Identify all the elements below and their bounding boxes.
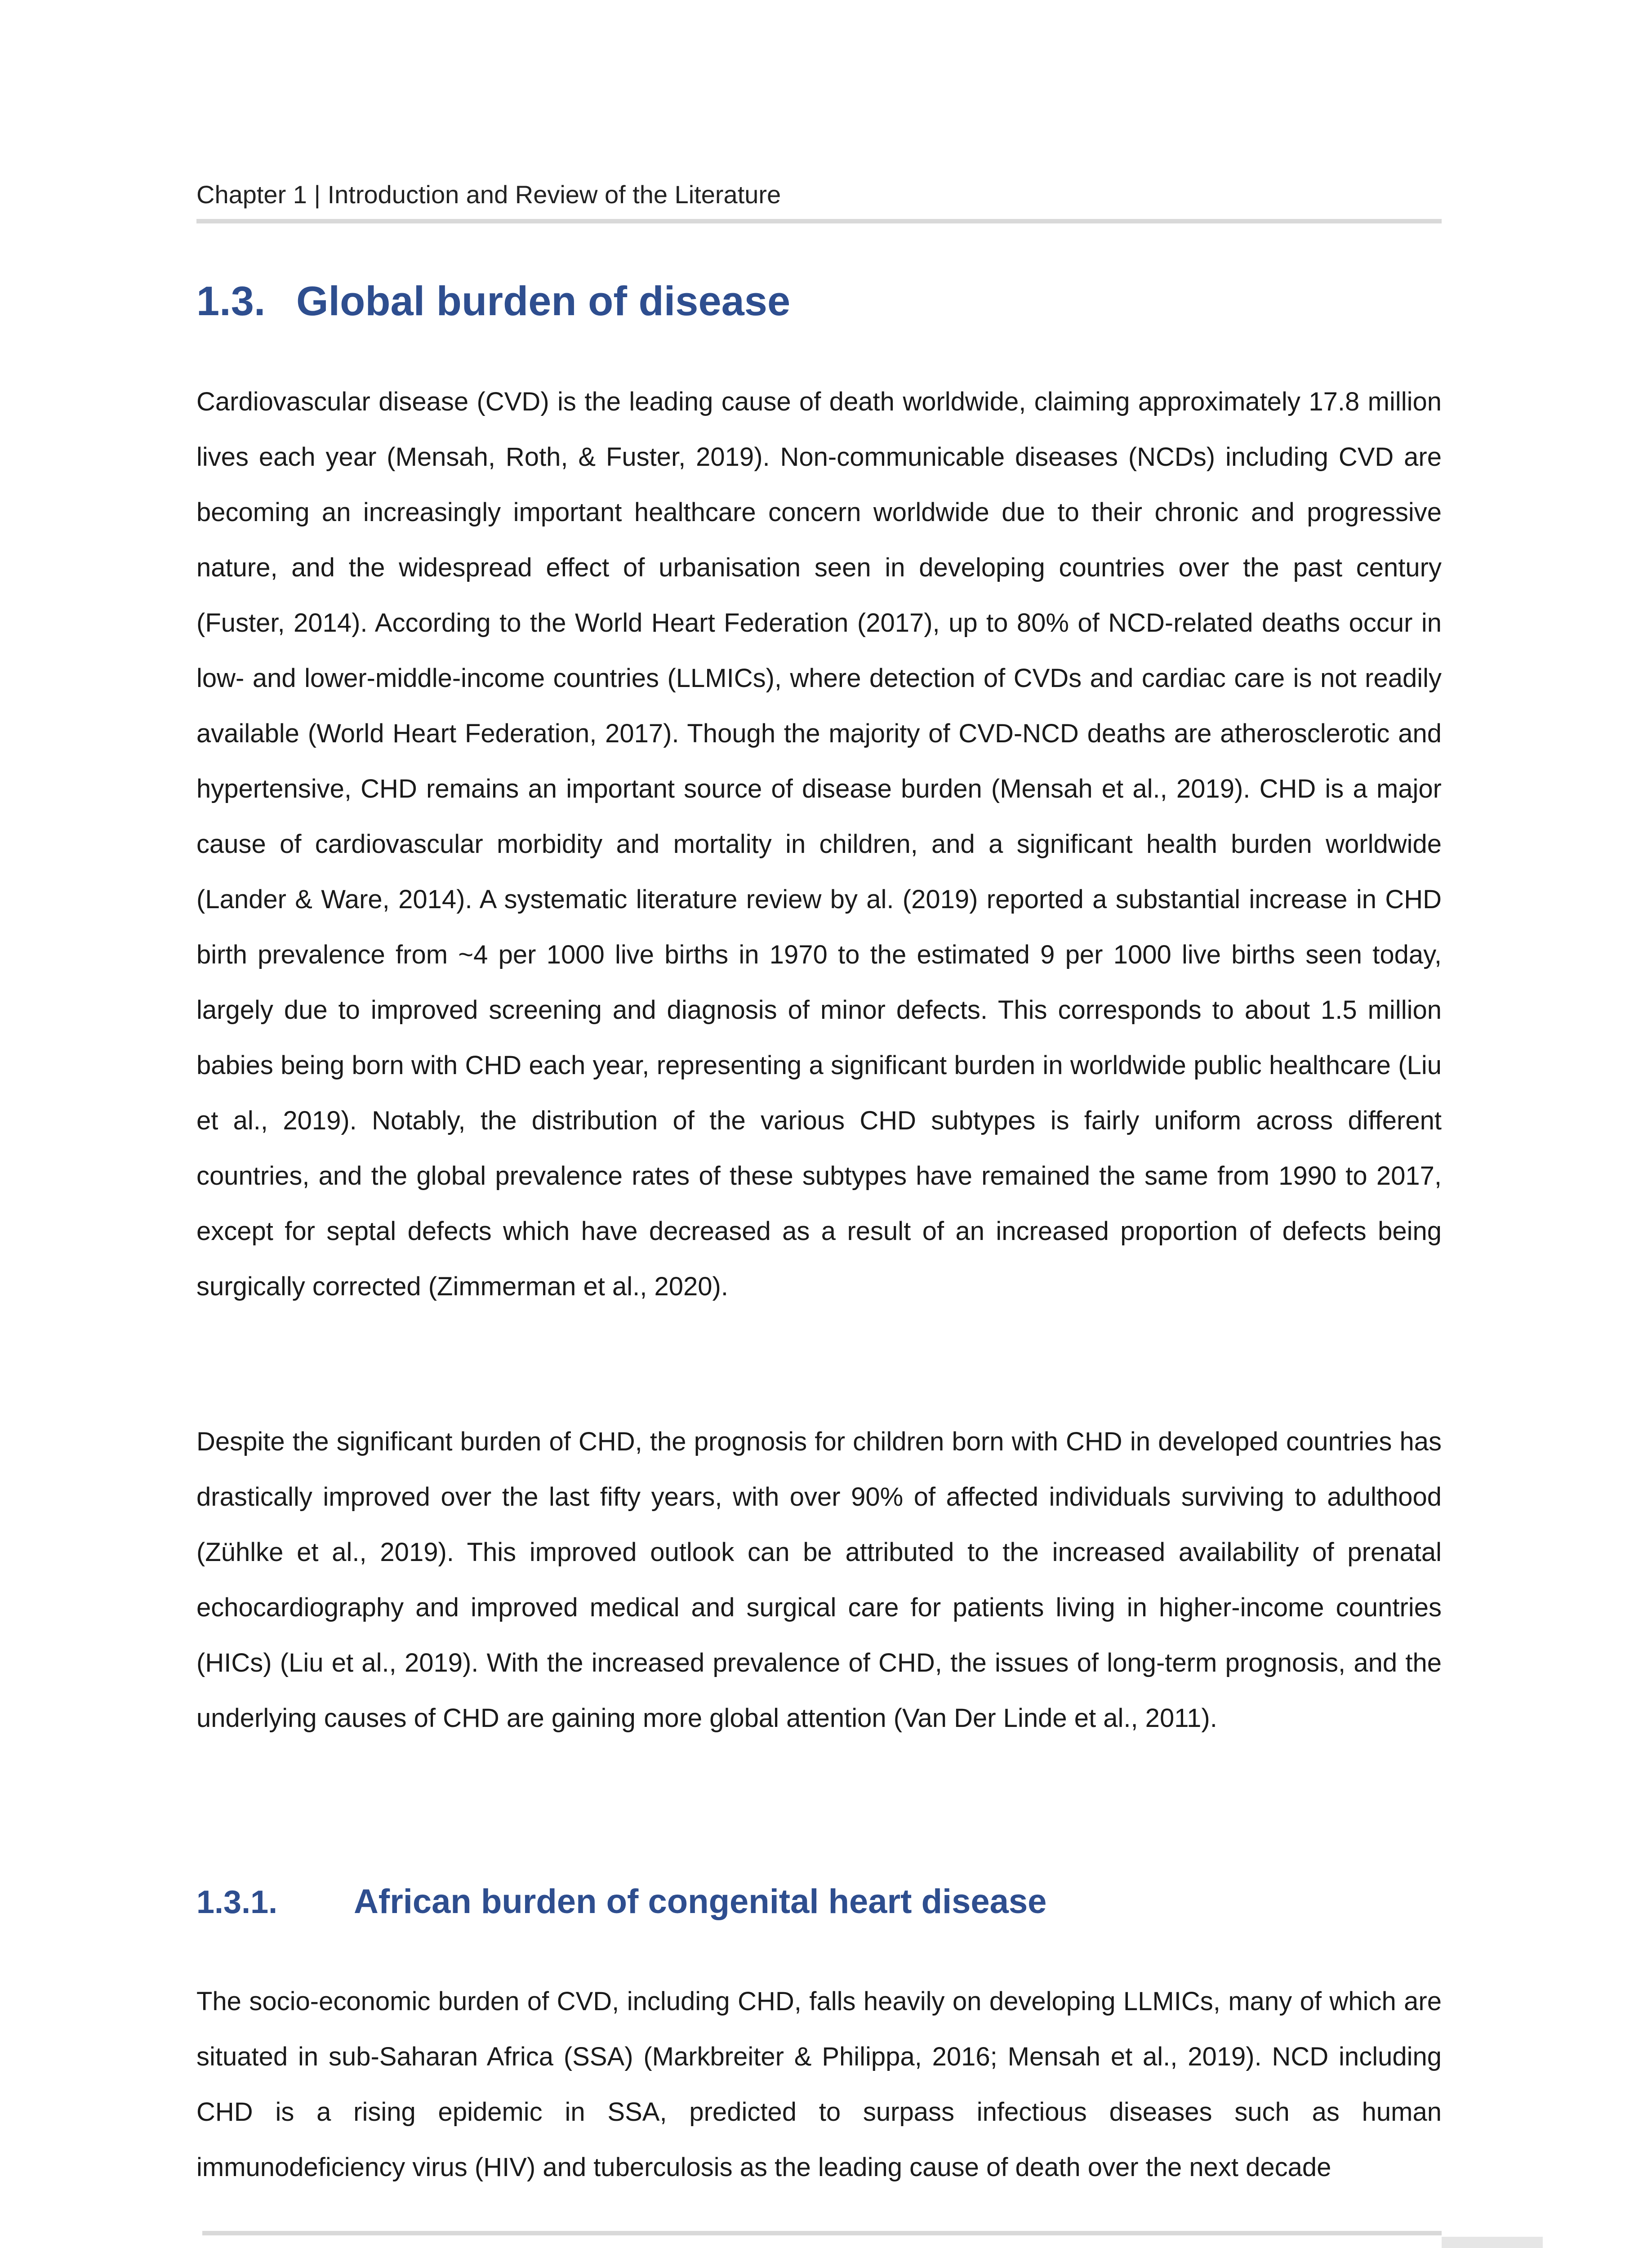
section-title: Global burden of disease <box>296 278 791 324</box>
subsection-title: African burden of congenital heart disease <box>354 1882 1047 1921</box>
header-divider <box>196 219 1442 223</box>
body-paragraph-1: Cardiovascular disease (CVD) is the leading cause of death worldwide, claiming approximately 17.8 million lives each year (Mensah, Roth, & Fuster, 2019). Non-communicable diseases (NCDs) including CVD are becoming an increasingly important healthcare concern worldwide due to their chronic and progressive nature, and the widespread effect of urbanisation seen in developing countries over the past century (Fuster, 2014). According to the World Heart Federation (2017), up to 80% of NCD-related deaths occur in low- and lower-middle-income countries (LLMICs), where detection of CVDs and cardiac care is not readily available (World Heart Federation, 2017). Though the majority of CVD-NCD deaths are atherosclerotic and hypertensive, CHD remains an important source of disease burden (Mensah et al., 2019). CHD is a major cause of cardiovascular morbidity and mortality in children, and a significant health burden worldwide (Lander & Ware, 2014). A systematic literature review by al. (2019) reported a substantial increase in CHD birth prevalence from ~4 per 1000 live births in 1970 to the estimated 9 per 1000 live births seen today, largely due to improved screening and diagnosis of minor defects. This corresponds to about 1.5 million babies being born with CHD each year, representing a significant burden in worldwide public healthcare (Liu et al., 2019). Notably, the distribution of the various CHD subtypes is fairly uniform across different countries, and the global prevalence rates of these subtypes have remained the same from 1990 to 2017, except for septal defects which have decreased as a result of an increased proportion of defects being surgically corrected (Zimmerman et al., 2020). <box>196 387 1442 1301</box>
section-heading <box>196 274 1442 328</box>
subsection-heading <box>196 1879 1442 1925</box>
body-paragraph-2: Despite the significant burden of CHD, the prognosis for children born with CHD in developed countries has drastically improved over the last fifty years, with over 90% of affected individuals surviving to adulthood (Zühlke et al., 2019). This improved outlook can be attributed to the increased availability of prenatal echocardiography and improved medical and surgical care for patients living in higher-income countries (HICs) (Liu et al., 2019). With the increased prevalence of CHD, the issues of long-term prognosis, and the underlying causes of CHD are gaining more global attention (Van Der Linde et al., 2011). <box>196 1427 1442 1733</box>
body-paragraph-3: The socio-economic burden of CVD, including CHD, falls heavily on developing LLMICs, many of which are situated in sub-Saharan Africa (SSA) (Markbreiter & Philippa, 2016; Mensah et al., 2019). NCD including CHD is a rising epidemic in SSA, predicted to surpass infectious diseases such as human immunodeficiency virus (HIV) and tuberculosis as the leading cause of death over the next decade <box>196 1987 1442 2182</box>
page-number <box>1442 2237 1543 2248</box>
running-header: Chapter 1 | Introduction and Review of the Literature <box>196 180 781 209</box>
subsection-number: 1.3.1. <box>196 1884 278 1920</box>
section-number: 1.3. <box>196 278 266 324</box>
footer-divider <box>202 2231 1442 2235</box>
